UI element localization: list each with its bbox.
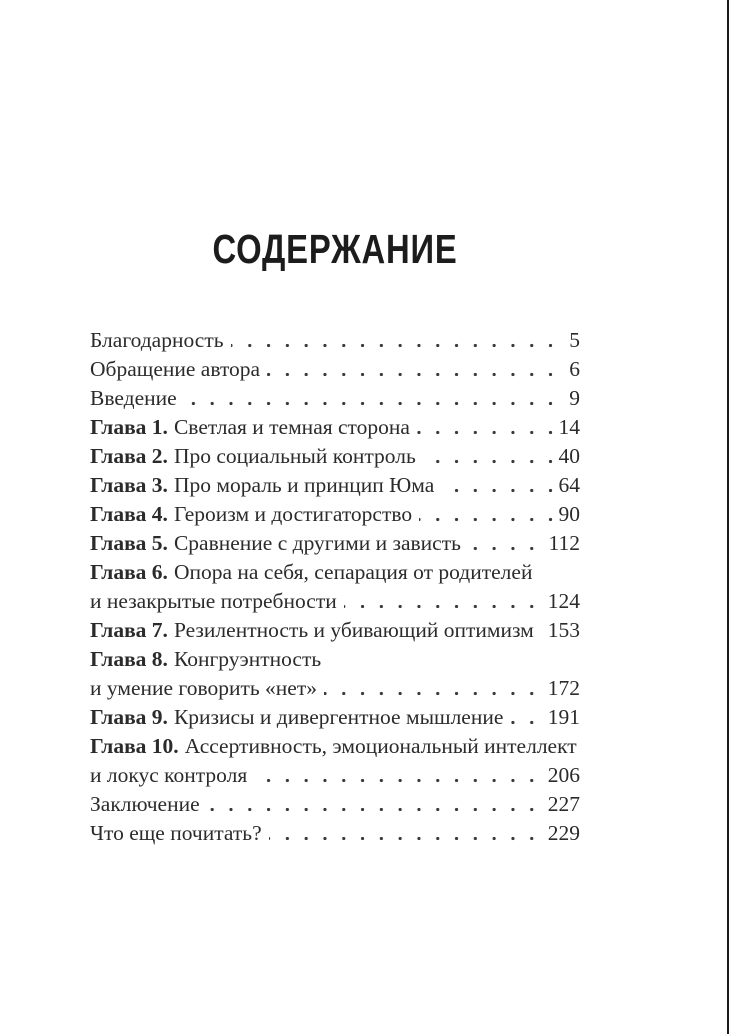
- entry-title: Про мораль и принцип Юма: [173, 473, 435, 497]
- page-number: 191: [542, 703, 580, 732]
- toc-entry-text: [90, 616, 541, 645]
- table-of-contents: [90, 326, 580, 848]
- toc-entry-text: [90, 529, 468, 558]
- page-number: 172: [542, 674, 580, 703]
- toc-entry-text: [90, 442, 423, 471]
- toc-entry-text: [90, 500, 419, 529]
- toc-entry: [90, 703, 580, 732]
- chapter-number-label: Глава 8.: [90, 647, 168, 671]
- toc-entry: [90, 529, 580, 558]
- chapter-number-label: Глава 1.: [90, 415, 168, 439]
- page-number: 5: [563, 326, 580, 355]
- toc-entry: [90, 384, 580, 413]
- chapter-number-label: Глава 7.: [90, 618, 168, 642]
- entry-title: Заключение: [90, 792, 200, 816]
- toc-entry-text: [90, 326, 231, 355]
- entry-title: Что еще почитать?: [90, 821, 262, 845]
- page-title: СОДЕРЖАНИЕ: [212, 226, 458, 273]
- toc-entry: [90, 442, 580, 471]
- chapter-number-label: Глава 3.: [90, 473, 168, 497]
- entry-title: Ассертивность, эмоциональный интеллект: [184, 734, 577, 758]
- toc-entry: [90, 674, 580, 703]
- chapter-number-label: Глава 5.: [90, 531, 168, 555]
- page-number: 9: [563, 384, 580, 413]
- toc-entry: [90, 355, 580, 384]
- page-number: 90: [553, 500, 581, 529]
- entry-title: Опора на себя, сепарация от родителей: [173, 560, 533, 584]
- toc-entry: [90, 558, 580, 587]
- entry-title: Резилентность и убивающий оптимизм: [173, 618, 534, 642]
- toc-entry-text: [90, 819, 269, 848]
- toc-entry-text: [90, 384, 184, 413]
- toc-entry-text: [90, 732, 584, 761]
- page-edge-shadow: [727, 0, 729, 1034]
- page-number: 227: [542, 790, 580, 819]
- chapter-number-label: Глава 10.: [90, 734, 179, 758]
- entry-title: Сравнение с другими и зависть: [173, 531, 461, 555]
- toc-entry: [90, 471, 580, 500]
- toc-entry: [90, 790, 580, 819]
- entry-title: и локус контроля: [90, 763, 248, 787]
- toc-entry: [90, 819, 580, 848]
- toc-entry: [90, 413, 580, 442]
- entry-title: Героизм и достигаторство: [173, 502, 413, 526]
- page-number: 206: [542, 761, 580, 790]
- toc-entry-text: [90, 674, 324, 703]
- page-number: 229: [542, 819, 580, 848]
- toc-entry-text: [90, 471, 441, 500]
- entry-title: Введение: [90, 386, 177, 410]
- toc-entry: [90, 645, 580, 674]
- entry-title: Светлая и темная сторона: [173, 415, 410, 439]
- toc-entry-text: [90, 355, 267, 384]
- entry-title: Конгруэнтность: [173, 647, 322, 671]
- chapter-number-label: Глава 9.: [90, 705, 168, 729]
- chapter-number-label: Глава 4.: [90, 502, 168, 526]
- toc-entry-text: [90, 558, 539, 587]
- toc-entry: [90, 587, 580, 616]
- chapter-number-label: Глава 2.: [90, 444, 168, 468]
- entry-title: и умение говорить «нет»: [90, 676, 317, 700]
- toc-entry-text: [90, 645, 328, 674]
- chapter-number-label: Глава 6.: [90, 560, 168, 584]
- toc-entry-text: [90, 790, 207, 819]
- toc-entry: [90, 761, 580, 790]
- toc-entry-text: [90, 413, 417, 442]
- toc-entry-text: [90, 761, 254, 790]
- entry-title: Кризисы и дивергентное мышление: [173, 705, 504, 729]
- entry-title: и незакрытые потребности: [90, 589, 337, 613]
- page-number: 112: [543, 529, 580, 558]
- toc-entry: [90, 500, 580, 529]
- entry-title: Обращение автора: [90, 357, 261, 381]
- entry-title: Благодарность: [90, 328, 224, 352]
- page-number: 153: [542, 616, 580, 645]
- toc-entry: [90, 616, 580, 645]
- page-number: 124: [542, 587, 580, 616]
- page-number: 14: [553, 413, 581, 442]
- toc-entry: [90, 326, 580, 355]
- page-number: 6: [563, 355, 580, 384]
- toc-entry-text: [90, 587, 344, 616]
- page-number: 64: [553, 471, 581, 500]
- toc-entry-text: [90, 703, 510, 732]
- toc-entry: [90, 732, 580, 761]
- page-number: 40: [553, 442, 581, 471]
- entry-title: Про социальный контроль: [173, 444, 416, 468]
